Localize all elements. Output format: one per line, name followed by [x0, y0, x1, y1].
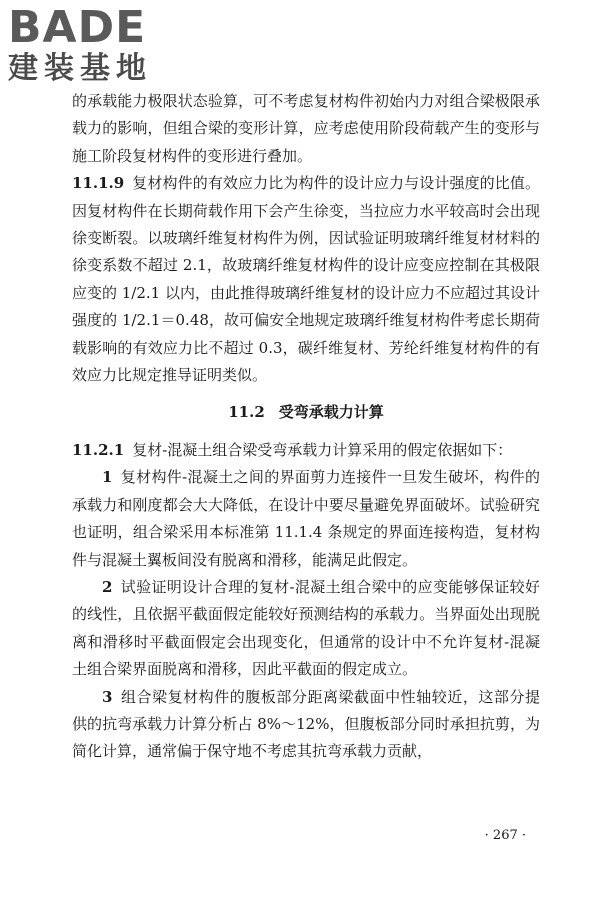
clause-text: 复材构件的有效应力比为构件的设计应力与设计强度的比值。因复材构件在长期荷载作用下会产生徐变，当拉应力水平较高时会出现徐变断裂。以玻璃纤维复材构件为例，因试验证明玻璃纤维复材材料的徐变系数不超过 2.1，故玻璃纤维复材构件的设计应变应控制在其极限应变的 1/2.1 以内，由此推得玻璃纤维复材的设计应力不应超过其设计强度的 1/2.1＝0.48，故可偏安全地规定玻璃纤维复材构件考虑长期荷载影响的有效应力比不超过 0.3，碳纤维复材、芳纶纤维复材构件的有效应力比规定推导证明类似。 — [72, 174, 540, 385]
list-item-2 — [72, 574, 540, 684]
list-item-3 — [72, 684, 540, 766]
section-heading — [72, 399, 540, 426]
logo-text-cn: 建装基地 — [8, 51, 152, 86]
clause-number: 11.1.9 — [72, 174, 125, 193]
logo-text-en: BADE — [8, 2, 147, 53]
item-text: 复材构件-混凝土之间的界面剪力连接件一旦发生破坏，构件的承载力和刚度都会大大降低，在设计中要尽量避免界面破坏。试验研究也证明，组合梁采用本标准第 11.1.4 条规定的界面连接构造，复材构件与混凝土翼板间没有脱离和滑移，能满足此假定。 — [72, 468, 540, 569]
item-number: 2 — [102, 577, 113, 596]
item-text: 试验证明设计合理的复材-混凝土组合梁中的应变能够保证较好的线性，且依据平截面假定能较好预测结构的承载力。当界面处出现脱离和滑移时平截面假定会出现变化，但通常的设计中不允许复材-混凝土组合梁界面脱离和滑移，因此平截面的假定成立。 — [72, 577, 540, 679]
clause-11-1-9 — [72, 170, 540, 389]
page-body — [72, 88, 540, 766]
continued-paragraph: 的承载能力极限状态验算，可不考虑复材构件初始内力对组合梁极限承载力的影响，但组合梁的变形计算，应考虑使用阶段荷载产生的变形与施工阶段复材构件的变形进行叠加。 — [72, 92, 540, 165]
clause-text: 复材-混凝土组合梁受弯承载力计算采用的假定依据如下： — [132, 440, 513, 459]
section-title: 受弯承载力计算 — [278, 403, 384, 422]
logo — [8, 4, 152, 86]
item-number: 3 — [102, 687, 113, 706]
page-number: · 267 · — [484, 828, 526, 843]
list-item-1 — [72, 464, 540, 574]
clause-number: 11.2.1 — [72, 440, 125, 459]
clause-11-2-1 — [72, 437, 540, 464]
item-text: 组合梁复材构件的腹板部分距离梁截面中性轴较近，这部分提供的抗弯承载力计算分析占 8%～12%，但腹板部分同时承担抗剪，为简化计算，通常偏于保守地不考虑其抗弯承载力贡献， — [72, 687, 540, 761]
section-number: 11.2 — [228, 403, 265, 422]
item-number: 1 — [102, 468, 113, 487]
